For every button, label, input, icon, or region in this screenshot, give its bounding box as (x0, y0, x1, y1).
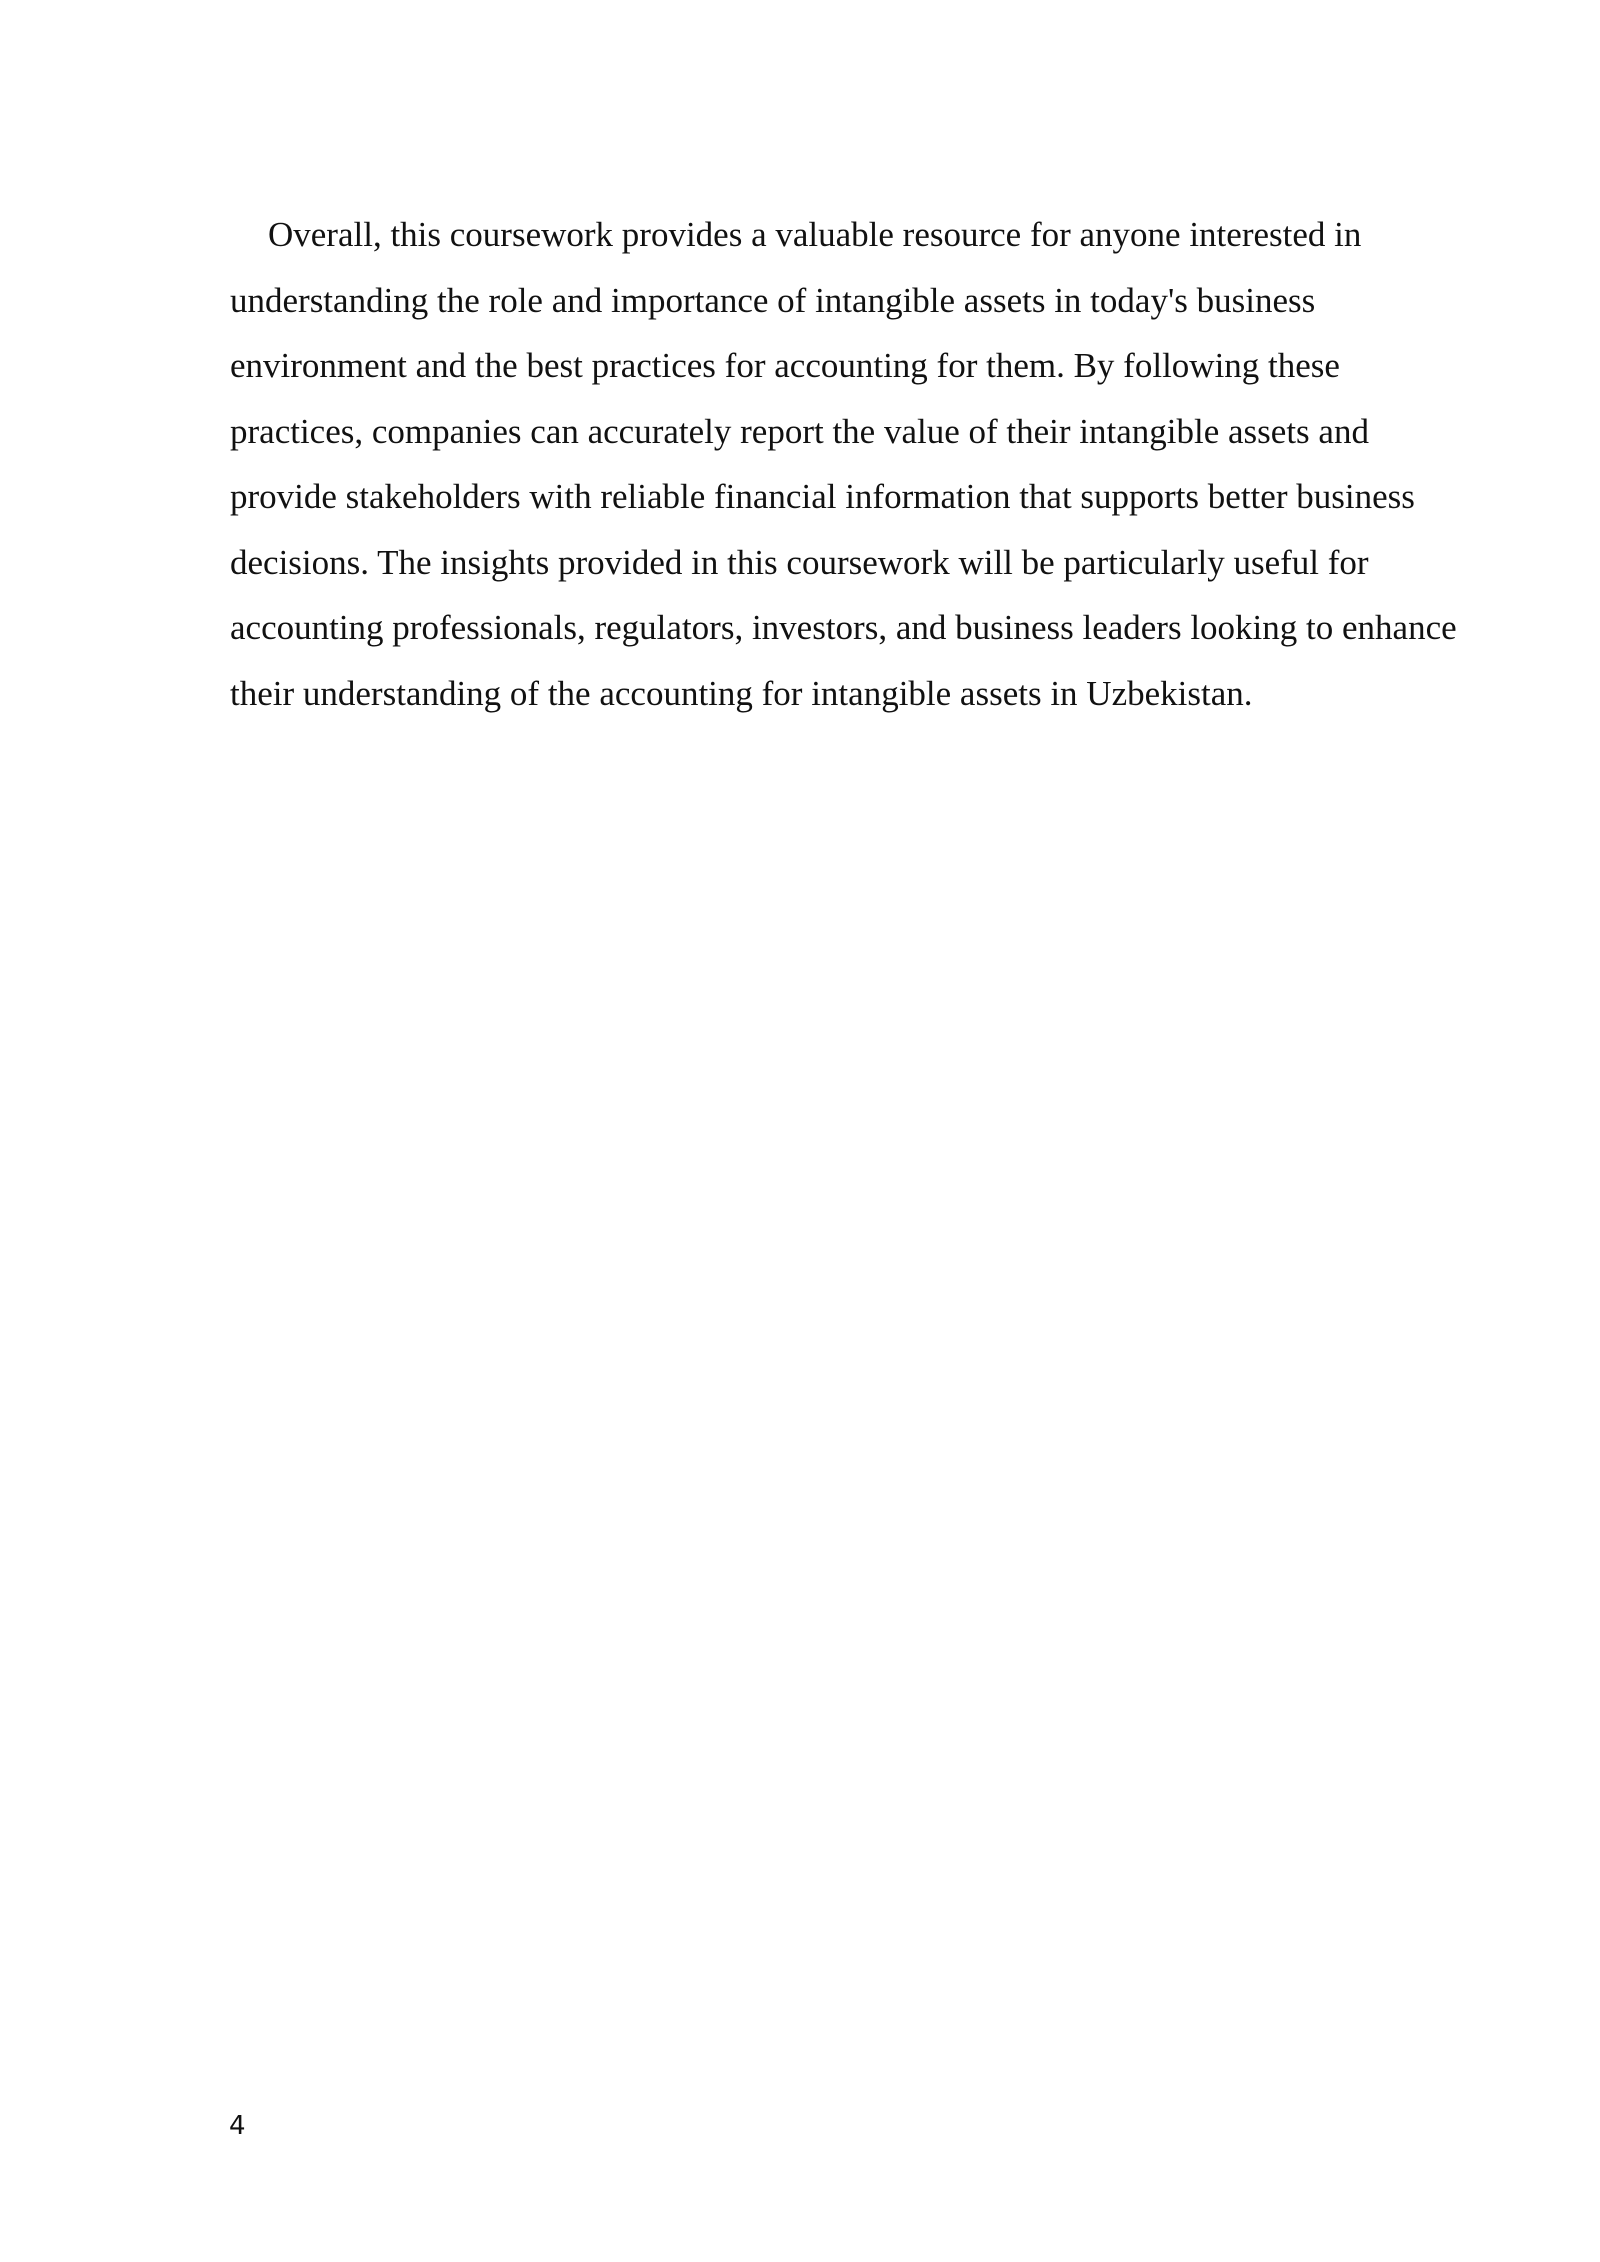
body-paragraph: Overall, this coursework provides a valuable resource for anyone interested in understanding the role and importance of intangible assets in today's business environment and the best practices for accounting for them. By following these practices, companies can accurately report the value of their intangible assets and provide stakeholders with reliable financial information that supports better business decisions. The insights provided in this coursework will be particularly useful for accounting professionals, regulators, investors, and business leaders looking to enhance their understanding of the accounting for intangible assets in Uzbekistan. (230, 215, 1457, 713)
page-number: 4 (229, 2111, 246, 2141)
